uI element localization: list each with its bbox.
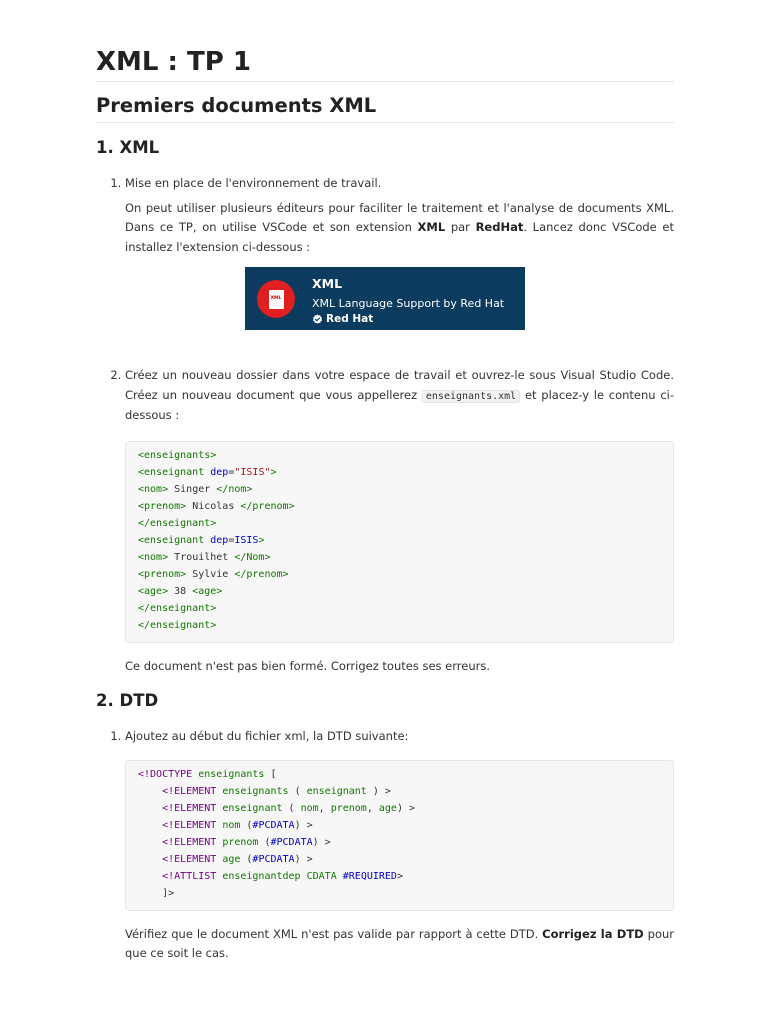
code-line: <prenom> Nicolas </prenom>	[138, 500, 295, 512]
document-page	[96, 0, 674, 964]
dtd-wrapper	[125, 760, 674, 964]
code-line: <nom> Singer </nom>	[138, 483, 253, 495]
xml-steps-list	[96, 174, 674, 426]
code-line: <enseignants>	[138, 449, 217, 461]
file-icon-text: XML	[270, 296, 282, 302]
publisher-label: Red Hat	[326, 313, 374, 325]
code-line: <!ELEMENT enseignants ( enseignant ) >	[162, 785, 391, 797]
code-line: <!ATTLIST enseignantdep CDATA #REQUIRED>	[162, 870, 403, 882]
dtd-code-block[interactable]	[125, 760, 674, 911]
dtd-note	[125, 925, 674, 964]
step-paragraph	[125, 199, 674, 258]
code-wrapper	[125, 441, 674, 677]
section-heading-xml: 1. XML	[96, 138, 160, 157]
code-line: </enseignant>	[138, 602, 217, 614]
extension-badge	[96, 267, 674, 330]
code-line: </enseignant>	[138, 619, 217, 631]
code-line: <!DOCTYPE enseignants [	[138, 768, 277, 780]
page-title: XML : TP 1	[96, 0, 674, 82]
step-label: Mise en place de l'environnement de travail.	[125, 176, 382, 190]
bold-corrigez: Corrigez la DTD	[542, 926, 644, 941]
code-note: Ce document n'est pas bien formé. Corrigez toutes ses erreurs.	[125, 658, 491, 673]
extension-logo	[257, 280, 295, 318]
dtd-steps-list	[96, 727, 674, 747]
bold-xml: XML	[417, 220, 446, 234]
list-item	[125, 366, 674, 426]
code-line: <!ELEMENT prenom (#PCDATA) >	[162, 836, 331, 848]
list-item: 1. Ajoutez au début du fichier xml, la DTD suivante:	[125, 727, 674, 747]
code-line: <enseignant dep=ISIS>	[138, 534, 265, 546]
code-line: <!ELEMENT nom (#PCDATA) >	[162, 819, 313, 831]
extension-description: XML Language Support by Red Hat	[312, 297, 505, 310]
list-item	[125, 174, 674, 330]
text-span: par	[445, 220, 476, 234]
code-line: <enseignant dep="ISIS">	[138, 466, 277, 478]
text-span: pour que ce soit le cas.	[125, 926, 674, 960]
code-line: <prenom> Sylvie </prenom>	[138, 568, 289, 580]
code-line: </enseignant>	[138, 517, 217, 529]
code-line: <!ELEMENT age (#PCDATA) >	[162, 853, 313, 865]
page-subtitle: Premiers documents XML	[96, 82, 674, 123]
xml-file-icon	[269, 290, 284, 309]
xml-extension-card	[245, 267, 525, 330]
step-paragraph	[125, 366, 674, 426]
bold-redhat: RedHat	[475, 220, 524, 234]
inline-filename: enseignants.xml	[422, 390, 520, 403]
xml-code-block[interactable]	[125, 441, 674, 643]
text-span: On peut utiliser plusieurs éditeurs pour faciliter le traitement et l'analyse de documents XML. Dans ce TP, on utilise VSCode et son extension	[125, 200, 674, 234]
text-span: . Lancez donc VSCode et installez l'extension ci-dessous :	[125, 220, 674, 254]
text-span: et placez-y le contenu ci-dessous :	[125, 387, 674, 422]
code-line: <age> 38 <age>	[138, 585, 223, 597]
section-heading-dtd: 2. DTD	[96, 691, 159, 710]
code-line: <nom> Trouilhet </Nom>	[138, 551, 271, 563]
text-span: Vérifiez que le document XML n'est pas valide par rapport à cette DTD.	[125, 926, 543, 941]
extension-name: XML	[312, 276, 343, 291]
code-line: ]>	[138, 887, 175, 899]
verified-badge-icon	[312, 314, 323, 325]
text-span: Créez un nouveau dossier dans votre espace de travail et ouvrez-le sous Visual Studio Code. Créez un nouveau document que vous appellerez	[125, 368, 674, 402]
code-line: <!ELEMENT enseignant ( nom, prenom, age) >	[162, 802, 415, 814]
extension-publisher	[312, 310, 373, 330]
